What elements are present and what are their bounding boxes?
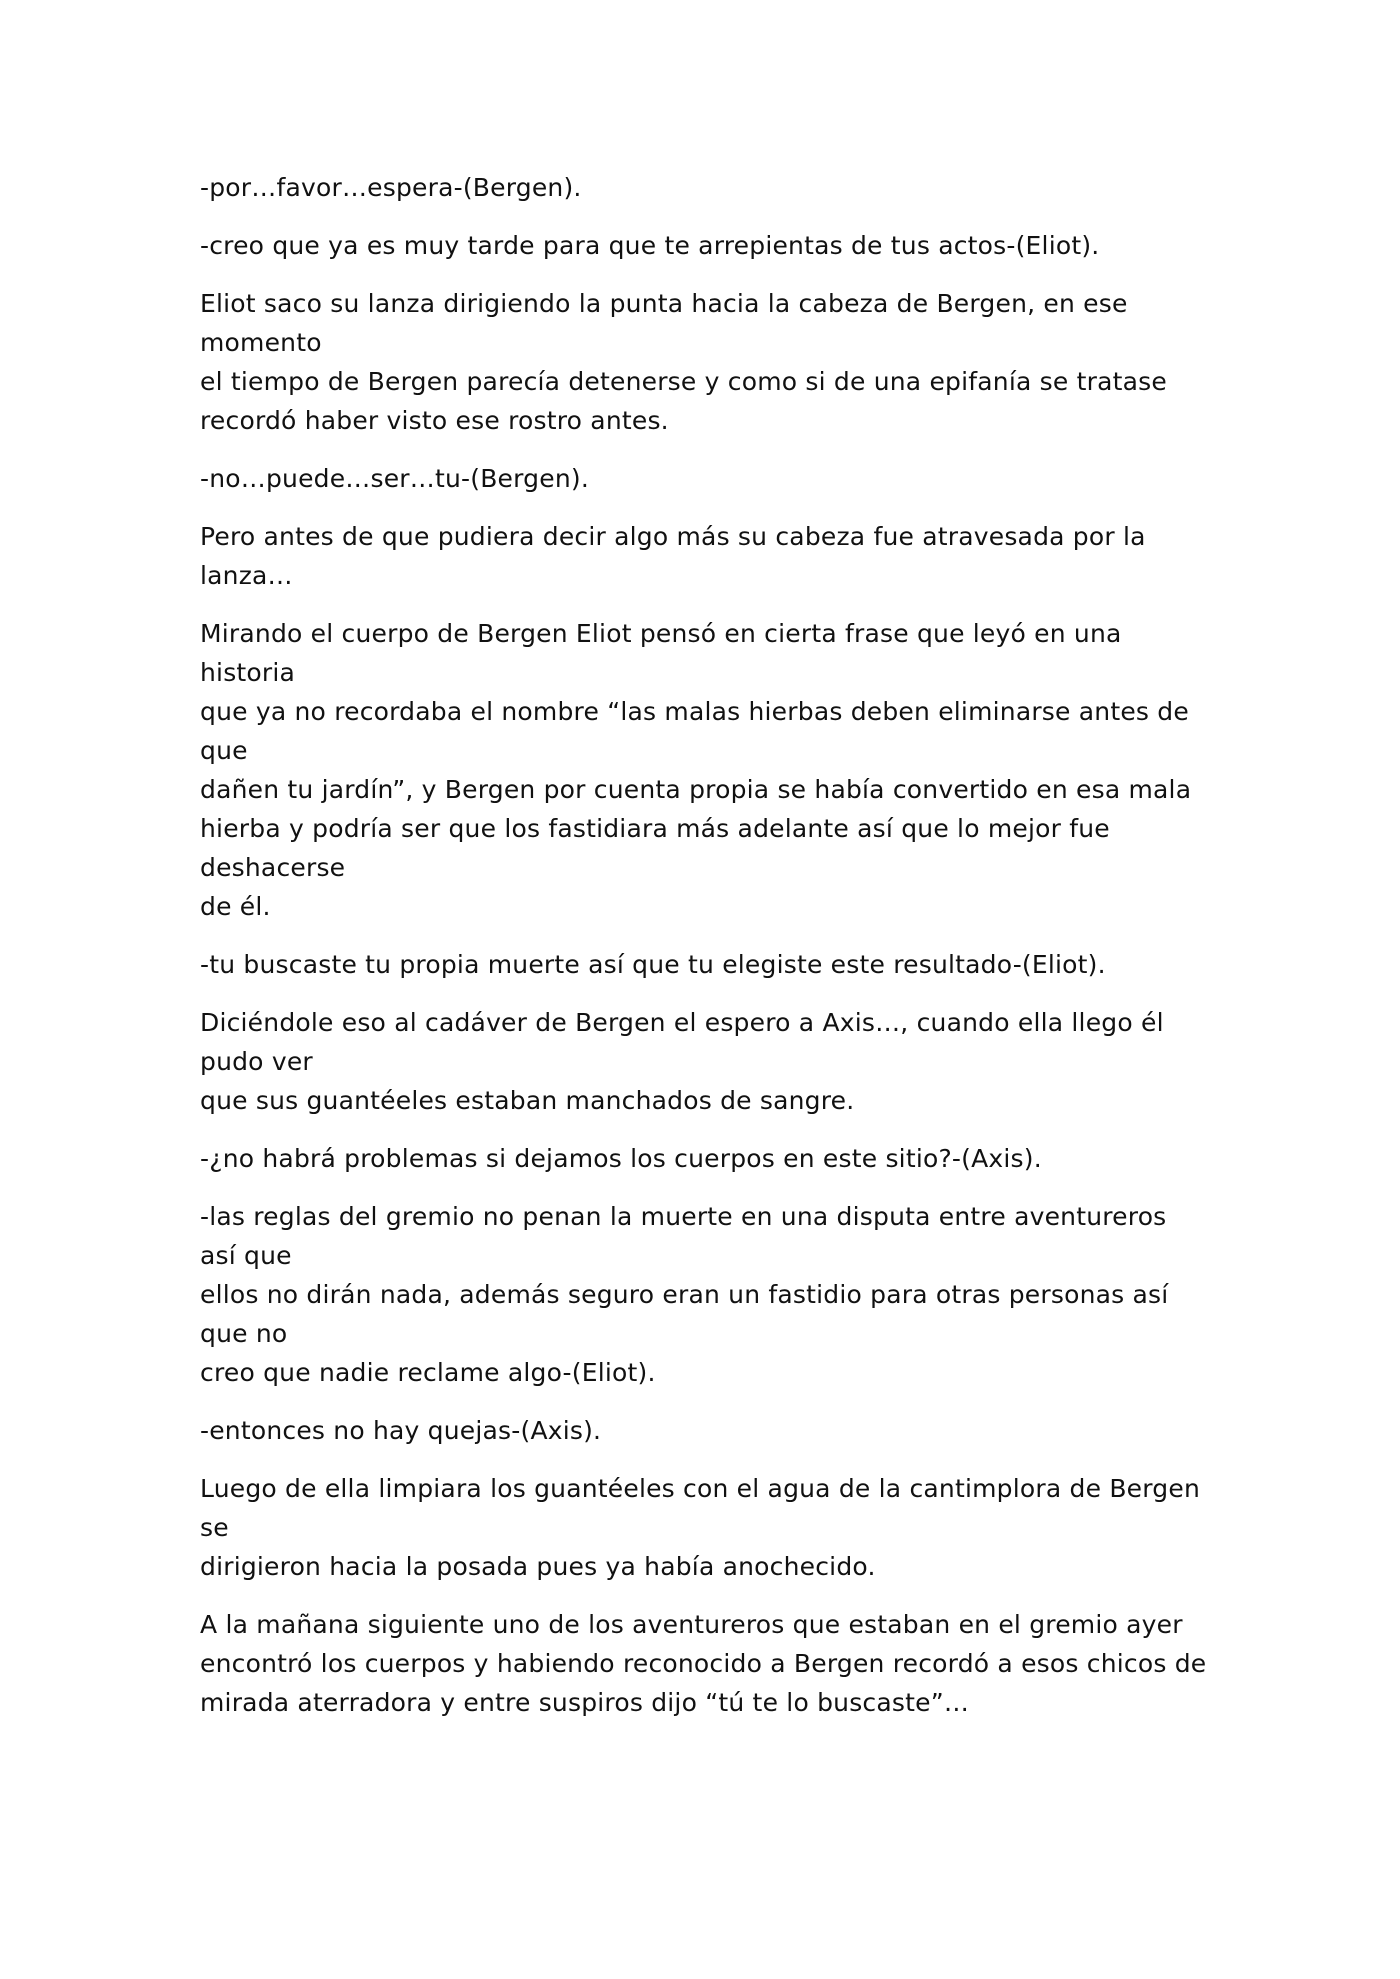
paragraph-12: Luego de ella limpiara los guantéeles con el agua de la cantimplora de Bergen se dirigieron hacia la posada pues ya había anochecido. bbox=[200, 1474, 1200, 1581]
paragraph-3: Eliot saco su lanza dirigiendo la punta hacia la cabeza de Bergen, en ese momento el tiempo de Bergen parecía detenerse y como si de una epifanía se tratase recordó haber visto ese rostro antes. bbox=[200, 289, 1167, 435]
paragraph-10: -las reglas del gremio no penan la muerte en una disputa entre aventureros así que ellos no dirán nada, además seguro eran un fastidio para otras personas así que no creo que nadie reclame algo-(Eliot). bbox=[200, 1202, 1169, 1387]
paragraph-2: -creo que ya es muy tarde para que te arrepientas de tus actos-(Eliot). bbox=[200, 231, 1100, 260]
paragraph-8: Diciéndole eso al cadáver de Bergen el espero a Axis…, cuando ella llego él pudo ver que sus guantéeles estaban manchados de sangre. bbox=[200, 1008, 1164, 1115]
paragraph-1: -por…favor…espera-(Bergen). bbox=[200, 173, 582, 202]
paragraph-6: Mirando el cuerpo de Bergen Eliot pensó en cierta frase que leyó en una historia que ya no recordaba el nombre “las malas hierbas deben eliminarse antes de que dañen tu jardín”, y Bergen por cuenta propia se había convertido en esa mala hierba y podría ser que los fastidiara más adelante así que lo mejor fue deshacerse de él. bbox=[200, 619, 1192, 921]
paragraph-4: -no…puede…ser…tu-(Bergen). bbox=[200, 464, 589, 493]
paragraph-13: A la mañana siguiente uno de los aventureros que estaban en el gremio ayer encontró los cuerpos y habiendo reconocido a Bergen recordó a esos chicos de mirada aterradora y entre suspiros dijo “tú te lo buscaste”… bbox=[200, 1610, 1207, 1717]
story-text bbox=[200, 168, 1210, 1741]
paragraph-5: Pero antes de que pudiera decir algo más su cabeza fue atravesada por la lanza… bbox=[200, 522, 1146, 590]
paragraph-9: -¿no habrá problemas si dejamos los cuerpos en este sitio?-(Axis). bbox=[200, 1144, 1042, 1173]
paragraph-7: -tu buscaste tu propia muerte así que tu elegiste este resultado-(Eliot). bbox=[200, 950, 1106, 979]
paragraph-11: -entonces no hay quejas-(Axis). bbox=[200, 1416, 602, 1445]
